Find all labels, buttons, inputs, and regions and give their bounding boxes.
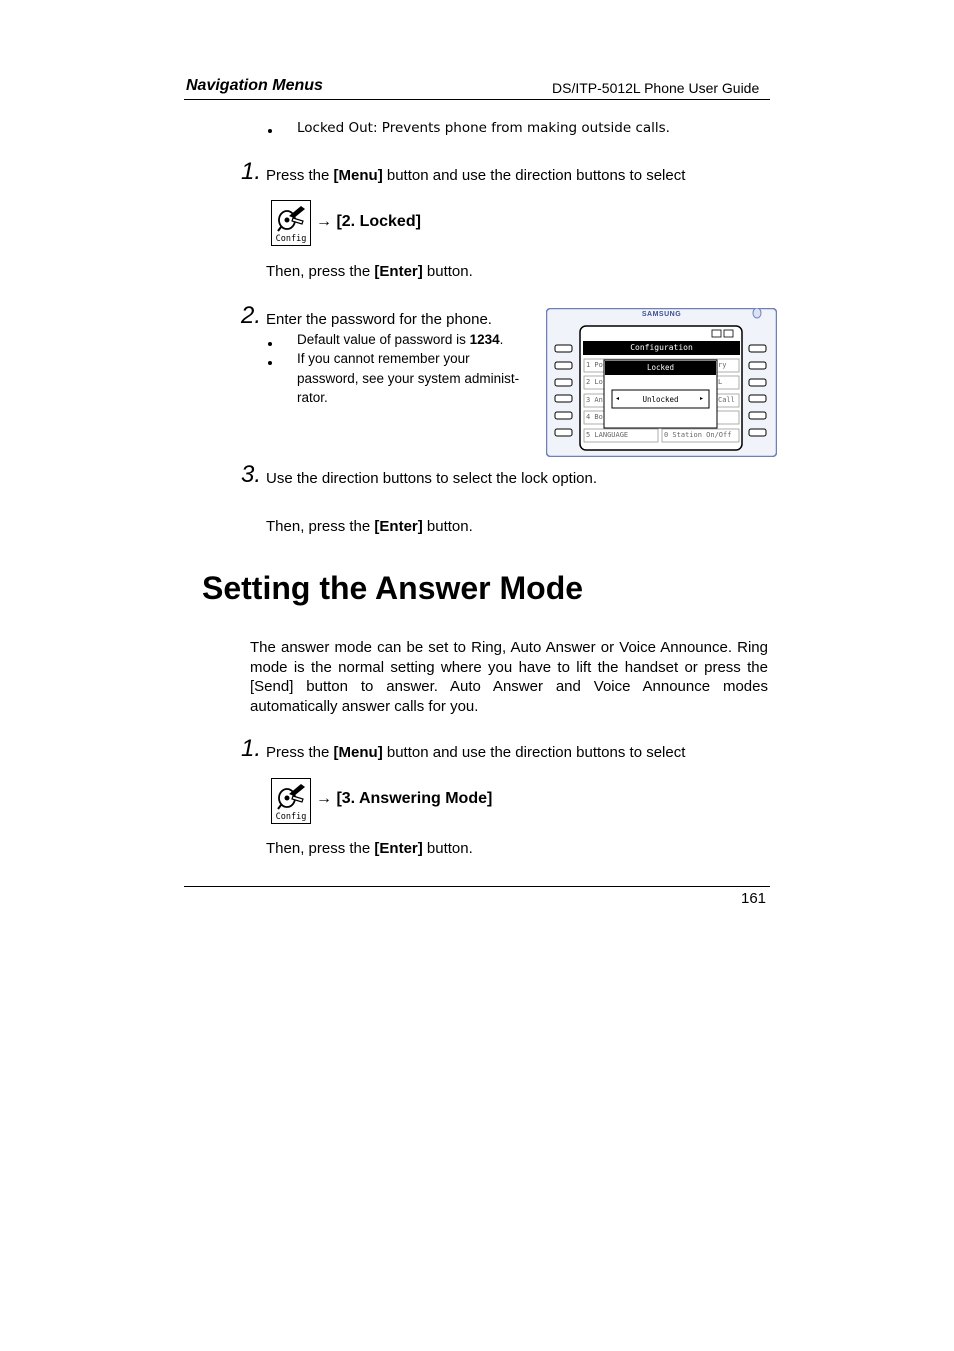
header-rule [184, 99, 770, 100]
menu-row-right-2: L [718, 378, 723, 386]
step-number: 1. [241, 735, 262, 762]
menu-target: [3. Answering Mode] [336, 790, 493, 807]
config-icon-label: Config [275, 234, 307, 244]
arrow-right-icon: → [316, 790, 332, 807]
locked-out-item [297, 120, 670, 136]
config-wrench-icon [271, 200, 311, 246]
section-heading: Setting the Answer Mode [202, 570, 584, 606]
bullet-dot [268, 342, 272, 346]
bullet-dot [268, 129, 272, 133]
step-number: 2. [241, 302, 262, 329]
step-number: 1. [241, 158, 262, 185]
page-number: 161 [741, 890, 767, 907]
menu-row-2: 2 Lo [586, 378, 603, 386]
menu-row-3: 3 An [586, 396, 603, 404]
popup-value: Unlocked [642, 395, 679, 404]
screen-title: Configuration [630, 343, 693, 352]
step-number: 3. [241, 461, 262, 488]
step3-then: Then, press the [Enter] button. [266, 518, 473, 535]
config-wrench-icon [271, 778, 311, 824]
password-forgot-line3: rator. [297, 390, 328, 405]
menu-row-right-1: ry [718, 361, 727, 369]
locked-out-desc: : Prevents phone from making outside calls. [372, 120, 670, 136]
menu-path [316, 213, 421, 231]
menu-row-4: 4 Bo [586, 413, 603, 421]
right-arrow-icon: ▸ [700, 396, 704, 402]
phone-screen-illustration [546, 308, 777, 457]
step1b-instruction: Press the [Menu] button and use the direction buttons to select [266, 744, 686, 761]
password-default-bullet: Default value of password is 1234. [297, 332, 504, 347]
step1a-instruction: Press the [Menu] button and use the direction buttons to select [266, 167, 686, 184]
menu-row-right-3: Call [718, 396, 735, 404]
locked-out-term: Locked Out [297, 120, 373, 136]
header-section-title: Navigation Menus [186, 77, 323, 94]
step3-instruction: Use the direction buttons to select the lock option. [266, 470, 598, 487]
password-forgot-line1: If you cannot remember your [297, 351, 470, 366]
step2-instruction: Enter the password for the phone. [266, 311, 492, 328]
menu-row-1: 1 Po [586, 361, 603, 369]
answer-mode-paragraph: The answer mode can be set to Ring, Auto Answer or Voice Announce. Ring mode is the normal setting where you have to lift the handset or press the [Send] button to answer. Auto Answer and Voice Announce modes automatically answer calls for you. [250, 639, 768, 715]
popup-title: Locked [646, 363, 675, 372]
bullet-dot [268, 361, 272, 365]
config-icon-label: Config [275, 812, 307, 822]
menu-row-station: 0 Station On/Off [664, 431, 732, 439]
menu-path [316, 790, 492, 808]
step1a-then: Then, press the [Enter] button. [266, 263, 473, 280]
left-arrow-icon: ◂ [616, 396, 620, 402]
menu-row-language: 5 LANGUAGE [586, 431, 629, 439]
step1b-then: Then, press the [Enter] button. [266, 840, 473, 857]
password-forgot-line2: password, see your system administ- [297, 371, 520, 386]
menu-target: [2. Locked] [336, 213, 421, 230]
brand-logo: SAMSUNG [641, 311, 682, 318]
arrow-right-icon: → [316, 213, 332, 230]
header-guide-title: DS/ITP-5012L Phone User Guide [552, 80, 760, 96]
footer-rule [184, 886, 770, 887]
